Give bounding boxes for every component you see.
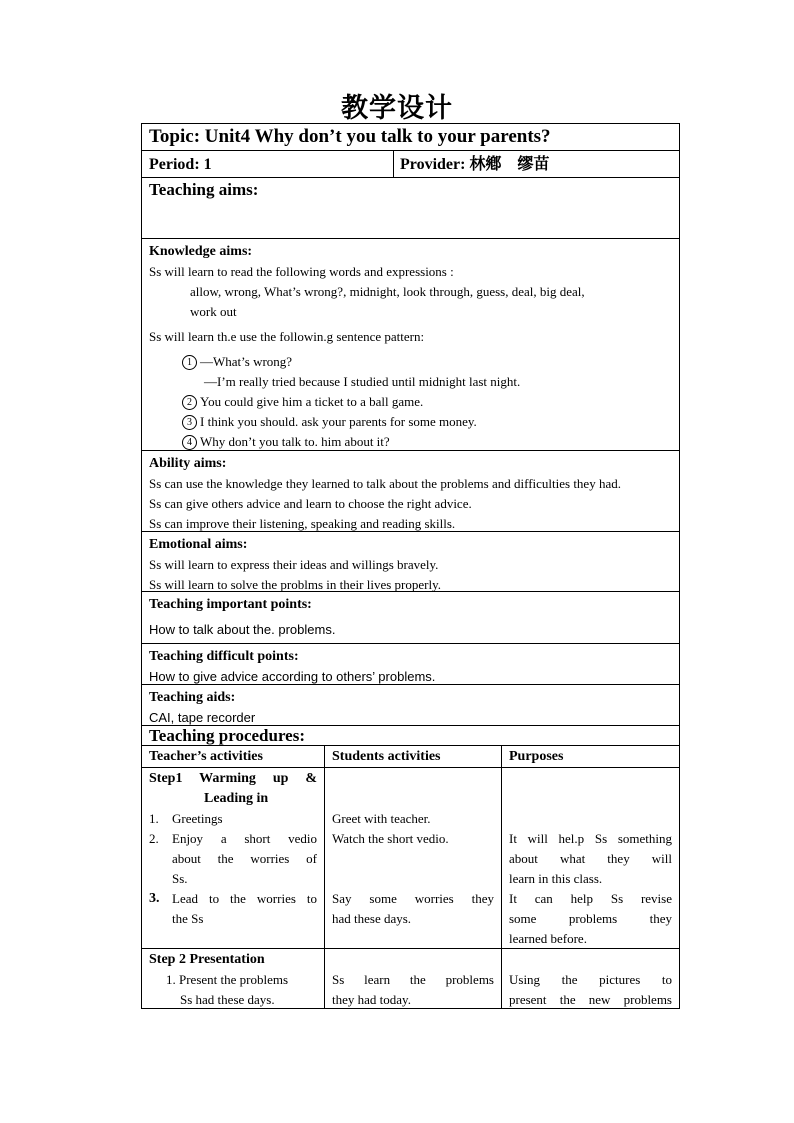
teacher-item-2: 2. Enjoy a short vedio about the worries of Ss. xyxy=(149,831,317,886)
teacher-item-3: 3. Lead to the worries to the Ss xyxy=(149,891,317,926)
emotional-aims-heading: Emotional aims: xyxy=(149,537,248,552)
students-activities-header: Students activities xyxy=(325,746,502,767)
important-points-section xyxy=(141,592,680,644)
ability-aims-heading: Ability aims: xyxy=(149,456,227,471)
knowledge-aims-section xyxy=(141,239,680,451)
emotional-line-1: Ss will learn to express their ideas and willings bravely. xyxy=(149,557,439,572)
emotional-line-2: Ss will learn to solve the problms in their lives properly. xyxy=(149,577,441,592)
topic-row: Topic: Unit4 Why don’t you talk to your parents? xyxy=(141,123,680,151)
period-row xyxy=(141,151,680,178)
lesson-plan-table xyxy=(141,123,680,1009)
purpose-2a: It will hel.p Ss something xyxy=(509,831,672,846)
step2-students-cell xyxy=(325,949,502,1008)
knowledge-intro: Ss will learn to read the following words and expressions : xyxy=(149,264,454,279)
step2-title: Step 2 Presentation xyxy=(149,952,265,967)
step2-purpose-1a: Using the pictures to xyxy=(509,972,672,987)
teacher-activities-header: Teacher’s activities xyxy=(142,746,325,767)
document-title: 教学设计 xyxy=(341,93,453,124)
emotional-aims-section xyxy=(141,532,680,592)
purpose-3c: learned before. xyxy=(509,931,587,946)
period-cell: Period: 1 xyxy=(142,151,394,177)
purpose-3a: It can help Ss revise xyxy=(509,891,672,906)
words-line-2: work out xyxy=(190,304,237,319)
words-line-1: allow, wrong, What’s wrong?, midnight, look through, guess, deal, big deal, xyxy=(190,284,585,299)
step1-subtitle: Leading in xyxy=(204,791,269,806)
number-4-icon: 4 xyxy=(182,435,197,450)
sentence-4: 4 Why don’t you talk to. him about it? xyxy=(149,432,672,452)
step2-student-1a: Ss learn the problems xyxy=(332,972,494,987)
teaching-aids-heading: Teaching aids: xyxy=(149,690,236,705)
knowledge-aims-heading: Knowledge aims: xyxy=(149,244,253,259)
step2-teacher-1a: 1. Present the problems xyxy=(166,972,289,987)
difficult-points-text: How to give advice according to others’ problems. xyxy=(149,669,436,684)
sentence-1b: —I’m really tried because I studied until midnight last night. xyxy=(204,374,521,389)
sentence-2: 2 You could give him a ticket to a ball game. xyxy=(149,392,672,412)
teaching-aims-heading: Teaching aims: xyxy=(141,178,680,239)
step2-teacher-cell xyxy=(142,949,325,1008)
ability-line-2: Ss can give others advice and learn to choose the right advice. xyxy=(149,496,472,511)
ability-line-3: Ss can improve their listening, speaking and reading skills. xyxy=(149,516,456,531)
step1-students-cell xyxy=(325,768,502,948)
teaching-procedures-heading: Teaching procedures: xyxy=(141,726,680,746)
teaching-aids-section xyxy=(141,685,680,726)
procedures-header-row xyxy=(141,746,680,768)
step2-student-1b: they had today. xyxy=(332,992,411,1007)
step2-purpose-1b: present the new problems xyxy=(509,992,672,1007)
ability-line-1: Ss can use the knowledge they learned to talk about the problems and difficulties they had. xyxy=(149,476,621,491)
step1-teacher-cell xyxy=(142,768,325,948)
number-1-icon: 1 xyxy=(182,355,197,370)
step2-purposes-cell xyxy=(502,949,679,1008)
number-3-icon: 3 xyxy=(182,415,197,430)
student-item-2: Watch the short vedio. xyxy=(332,831,449,846)
purpose-2c: learn in this class. xyxy=(509,871,603,886)
teacher-item-1: 1. Greetings xyxy=(149,811,223,826)
step2-row xyxy=(141,949,680,1009)
student-item-3a: Say some worries they xyxy=(332,891,494,906)
difficult-points-section xyxy=(141,644,680,685)
important-points-text: How to talk about the. problems. xyxy=(149,622,336,637)
pattern-intro: Ss will learn th.e use the followin.g sentence pattern: xyxy=(149,329,425,344)
ability-aims-section xyxy=(141,451,680,532)
teaching-aids-text: CAI, tape recorder xyxy=(149,710,256,725)
number-2-icon: 2 xyxy=(182,395,197,410)
purpose-3b: some problems they xyxy=(509,911,672,926)
sentence-1a: 1 —What’s wrong? xyxy=(149,352,672,372)
step2-teacher-1b: Ss had these days. xyxy=(180,992,275,1007)
step1-purposes-cell xyxy=(502,768,679,948)
step1-row xyxy=(141,768,680,949)
step1-title: Step1 Warming up & xyxy=(149,771,317,786)
provider-cell: Provider: 林鄕 缪苗 xyxy=(400,156,550,173)
important-points-heading: Teaching important points: xyxy=(149,597,312,612)
difficult-points-heading: Teaching difficult points: xyxy=(149,649,299,664)
purposes-header: Purposes xyxy=(509,749,564,764)
sentence-3: 3 I think you should. ask your parents for some money. xyxy=(149,412,672,432)
student-item-1: Greet with teacher. xyxy=(332,811,431,826)
student-item-3b: had these days. xyxy=(332,911,412,926)
purpose-2b: about what they will xyxy=(509,851,672,866)
